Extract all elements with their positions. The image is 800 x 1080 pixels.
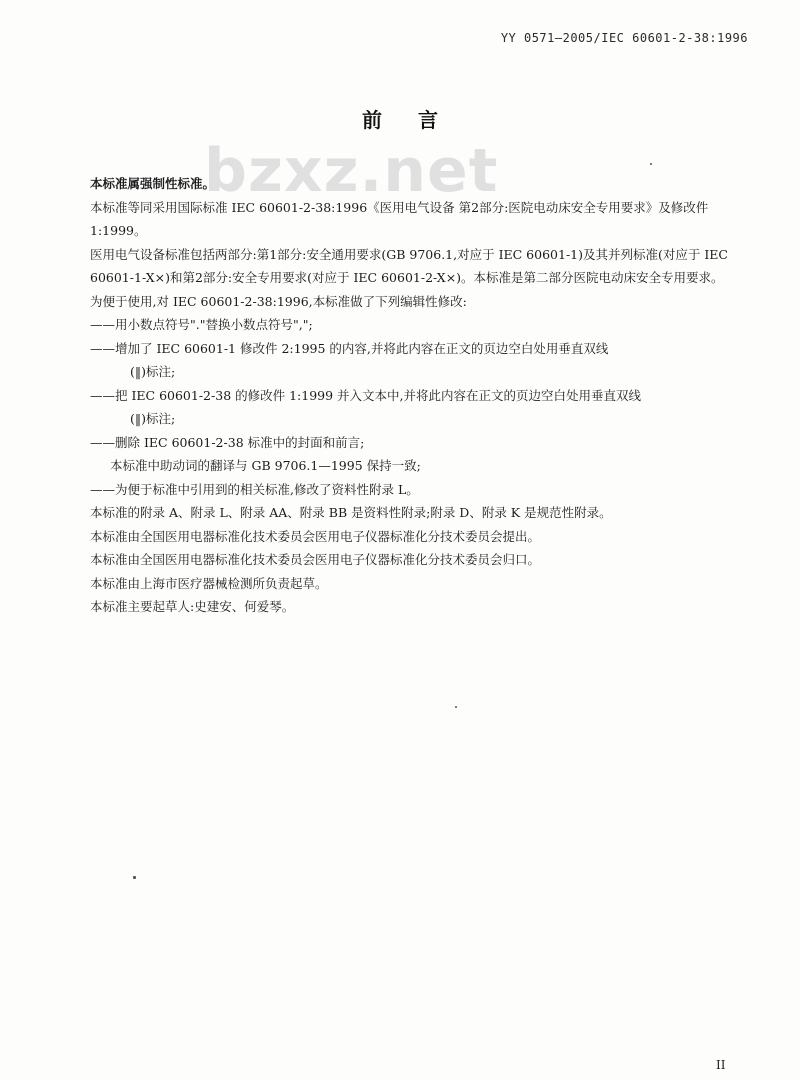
page-title: 前言: [362, 108, 474, 132]
scan-speck: [455, 706, 457, 708]
paragraph-drafters: 本标准主要起草人:史建安、何爱琴。: [90, 599, 295, 614]
paragraph-structure: 医用电气设备标准包括两部分:第1部分:安全通用要求(GB 9706.1,对应于 IEC 60601-1)及其并列标准(对应于 IEC 60601-1-X×)和第2部分:安全专用要求(对应于 IEC 60601-2-X×)。本标准是第二部分医院电动床安全专用要求。: [90, 246, 728, 285]
paragraph-drafted-by: 本标准由上海市医疗器械检测所负责起草。: [90, 575, 328, 591]
watermark: bzxz.net: [204, 136, 499, 206]
list-item: ——删除 IEC 60601-2-38 标准中的封面和前言;: [90, 434, 365, 450]
scan-speck: [650, 163, 652, 165]
list-item-continuation: (‖)标注;: [130, 364, 176, 379]
paragraph-annexes: 本标准的附录 A、附录 L、附录 AA、附录 BB 是资料性附录;附录 D、附录 K 是规范性附录。: [90, 505, 612, 520]
paragraph-mandatory: 本标准属强制性标准。: [90, 176, 216, 191]
list-item-continuation: (‖)标注;: [130, 411, 176, 426]
page-number: II: [716, 1058, 726, 1072]
list-item: ——增加了 IEC 60601-1 修改件 2:1995 的内容,并将此内容在正文的页边空白处用垂直双线: [90, 340, 609, 356]
list-item: ——为便于标准中引用到的相关标准,修改了资料性附录 L。: [90, 481, 419, 497]
paragraph-edits-intro: 为便于使用,对 IEC 60601-2-38:1996,本标准做了下列编辑性修改:: [90, 293, 467, 309]
list-item: ——把 IEC 60601-2-38 的修改件 1:1999 并入文本中,并将此内容在正文的页边空白处用垂直双线: [90, 387, 642, 403]
list-item: 本标准中助动词的翻译与 GB 9706.1—1995 保持一致;: [110, 458, 421, 473]
paragraph-centralized-by: 本标准由全国医用电器标准化技术委员会医用电子仪器标准化分技术委员会归口。: [90, 552, 541, 567]
paragraph-adoption: 本标准等同采用国际标准 IEC 60601-2-38:1996《医用电气设备 第2部分:医院电动床安全专用要求》及修改件 1:1999。: [90, 199, 709, 238]
scan-speck: [133, 876, 136, 879]
standard-number-header: YY 0571—2005/IEC 60601-2-38:1996: [500, 31, 748, 45]
foreword-body: [90, 172, 744, 619]
paragraph-proposed-by: 本标准由全国医用电器标准化技术委员会医用电子仪器标准化分技术委员会提出。: [90, 528, 541, 544]
list-item: ——用小数点符号"."替换小数点符号",";: [90, 317, 313, 332]
